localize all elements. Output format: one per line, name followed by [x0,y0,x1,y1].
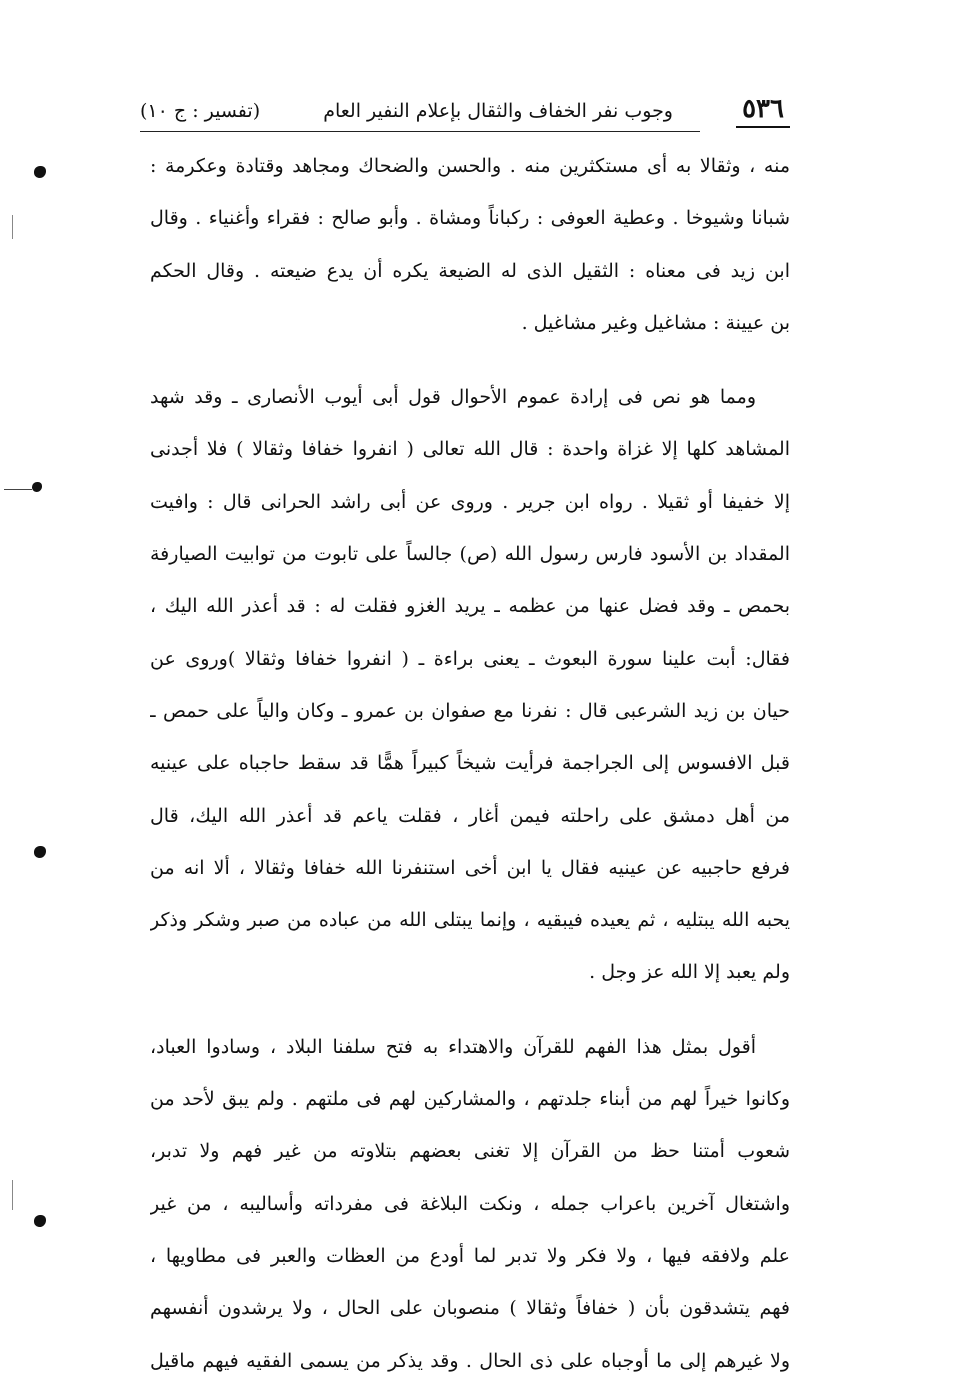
text-line: بن عيينة : مشاغيل وغير مشاغيل . [521,311,790,334]
scan-margin-tick [12,1180,13,1210]
header-rule [140,131,700,132]
paragraph-3 [150,1021,790,1387]
text-line: شعوب أمتنا حظ من القرآن إلا تغنى بعضهم بتلاوته من غير فهم ولا تدبر، [150,1140,790,1163]
text-line: ومما هو نص فى إرادة عموم الأحوال قول أبى أيوب الأنصارى ـ وقد شهد [150,386,756,409]
text-line: بحمص ـ وقد فضل عنها من عظمه ـ يريد الغزو فقلت له : قد أعذر الله اليك ، [150,595,790,618]
page-number: ٥٣٦ [736,94,790,128]
text-line: شبانا وشيوخا . وعطية العوفى : ركباناً ومشاة . وأبو صالح : فقراء وأغنياء . وقال [150,207,790,230]
text-line: المشاهد كلها إلا غزاة واحدة : قال الله تعالى ( انفروا خفافا وثقالا ) فلا أجدنى [150,438,790,461]
text-line: قبل الافسوس إلى الجراجمة فرأيت شيخاً كبيراً همًّا قد سقط حاجباه على عينيه [150,752,790,775]
scan-hole-mark [34,846,46,858]
scan-margin-dash [4,489,32,490]
text-line: أقول بمثل هذا الفهم للقرآن والاهتداء به فتح سلفنا البلاد ، وسادوا العباد، [150,1035,756,1058]
paragraph-1 [150,140,790,349]
text-line: ابن زيد فى معناه : الثقيل الذى له الضيعة يكره أن يدع ضيعته . وقال الحكم [150,259,790,282]
text-line: واشتغال آخرين باعراب جمله ، ونكت البلاغة فى مفرداته وأساليبه ، من غير [150,1192,790,1215]
text-line: حيان بن زيد الشرعبى قال : نفرنا مع صفوان بن عمرو ـ وكان والياً على حمص ـ [150,699,790,722]
body-text [150,140,790,1387]
text-line: المقداد بن الأسود فارس رسول الله (ص) جالساً على تابوت من توابيت الصيارفة [150,543,790,566]
scan-hole-mark [34,166,46,178]
paragraph-2 [150,371,790,999]
scan-hole-mark [32,482,42,492]
text-line: علم ولافقه فيها ، ولا فكر ولا تدبر لما أودع من العظات والعبر فى مطاويها ، [150,1244,790,1267]
paragraph-gap [150,349,790,371]
text-line: فقال: أبت علينا سورة البعوث ـ يعنى براءة ـ ( انفروا خفافا وثقالا )وروى عن [150,647,790,670]
scan-margin-tick [12,215,13,239]
text-line: فرفع حاجبيه عن عينيه فقال يا ابن أخى استنفرنا الله خفافا وثقالا ، ألا انه من [150,856,790,879]
text-line: منه ، وثقالا به أى مستكثرين منه . والحسن والضحاك ومجاهد وقتادة وعكرمة : [150,155,790,177]
page-header [140,88,790,128]
text-line: يحبه الله يبتليه ، ثم يعيده فيبقيه ، وإنما يبتلى الله من عباده من صبر وشكر وذكر [150,909,790,932]
running-title: وجوب نفر الخفاف والثقال بإعلام النفير العام [323,100,673,122]
text-line: وكانوا خيراً لهم من أبناء جلدتهم ، والمشاركين لهم فى ملتهم . ولم يبق لأحد من [150,1088,790,1111]
text-line: إلا خفيفا أو ثقيلا . رواه ابن جرير . وروى عن أبى راشد الحرانى قال : وافيت [150,490,790,513]
text-line: من أهل دمشق على راحلته فيمن أغار ، فقلت ياعم قد أعذر الله اليك، قال [150,804,790,827]
paragraph-gap [150,999,790,1021]
volume-reference: (تفسير : ج ١٠) [140,100,261,122]
text-line: ولا غيرهم إلى ما أوجباه على ذى الحال . وقد يذكر من يسمى الفقيه فيهم ماقيل [150,1349,790,1372]
text-line: ولم يعبد إلا الله عز وجل . [589,961,790,984]
scan-hole-mark [34,1215,46,1227]
text-line: فهم يتشدقون بأن ( خفافاً وثقالا ) منصوبان على الحال ، ولا يرشدون أنفسهم [150,1297,790,1320]
